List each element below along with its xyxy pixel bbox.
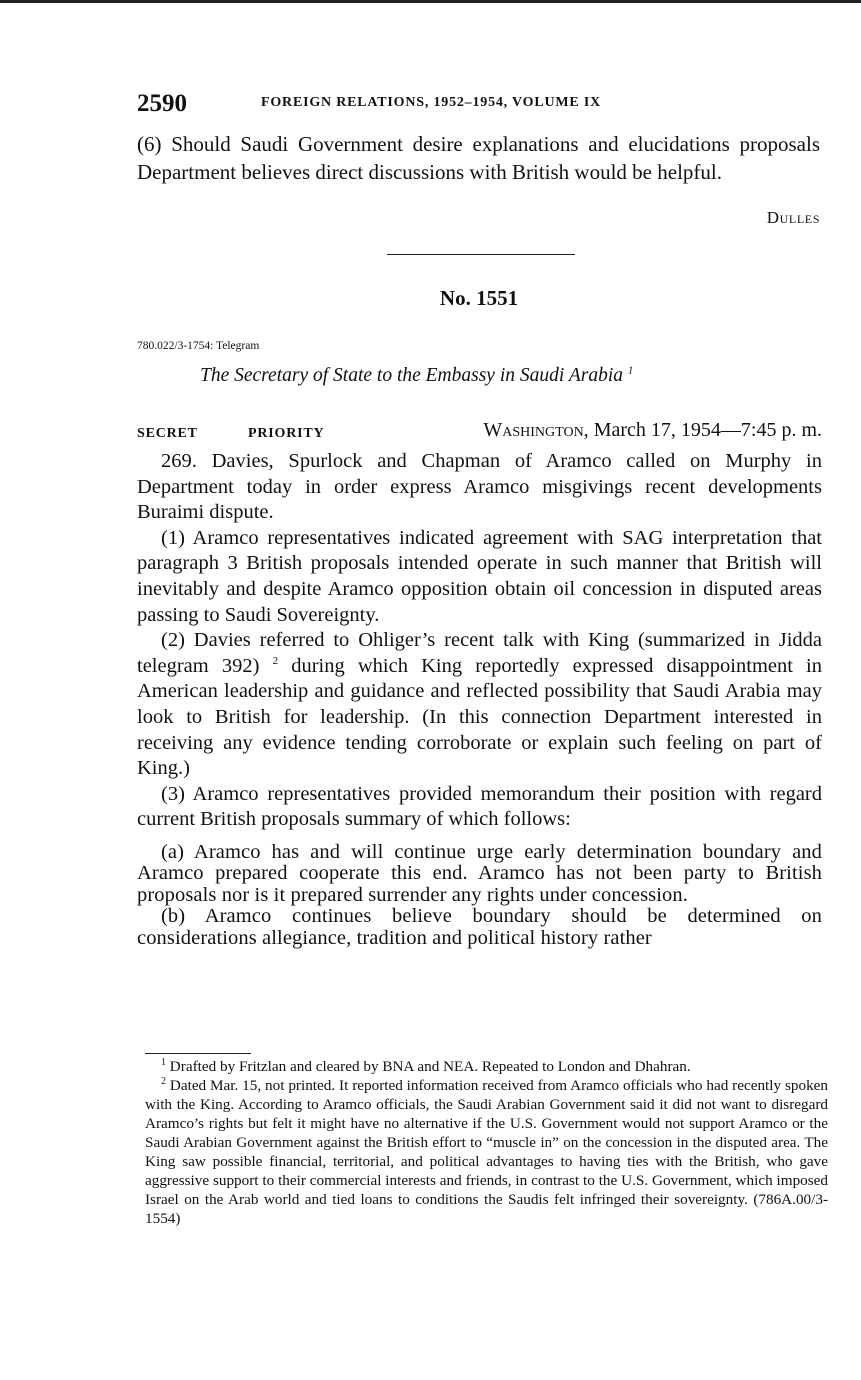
priority-label: PRIORITY: [248, 426, 325, 441]
classification-label: SECRET: [137, 426, 198, 441]
paragraph-2-continuation: during which King reportedly expressed disappointment in American leadership and guidance and reflected possibility that Saudi Arabia may look to British for leadership. (In this connection Department interested in receiving any evidence tending corroborate or explain such feeling on part of King.): [137, 654, 823, 780]
memorandum-item: (a) Aramco has and will continue urge early determination boundary and Aramco prepared cooperate this end. Aramco has not been party to British proposals nor is it prepared surrender any rights under concession.: [137, 840, 822, 906]
footnote: [145, 1057, 828, 1076]
footnotes: [145, 1057, 828, 1228]
running-head: FOREIGN RELATIONS, 1952–1954, VOLUME IX: [261, 95, 601, 110]
footnote-text: Dated Mar. 15, not printed. It reported information received from Aramco officials who had recently spoken with the King. According to Aramco officials, the Saudi Arabian Government said it did not want to disregard Aramco’s rights but felt it might have no alternative if the U.S. Government would not support Aramco or the Saudi Arabian Government against the British effort to “muscle in” on the concession in the disputed area. The King saw possible financial, territorial, and political advantages to having ties with the British, who gave aggressive support to their commercial interests and friends, in contrast to the U.S. Government, which imposed Israel on the Arab world and tied loans to conditions the Saudis felt infringed their sovereignty. (786A.00/3-1554): [145, 1077, 828, 1227]
document-title-text: The Secretary of State to the Embassy in Saudi Arabia: [200, 365, 623, 386]
footnote-rule: [145, 1053, 251, 1054]
footnote-ref-1: 1: [627, 364, 634, 377]
footnote-marker: 2: [161, 1075, 166, 1087]
telegram-body: [137, 449, 822, 949]
signature: Dulles: [766, 208, 820, 227]
preceding-paragraph: (6) Should Saudi Government desire explanations and elucidations proposals Department believes direct discussions with British would be helpful.: [137, 132, 820, 184]
dateline: [408, 419, 822, 442]
body-paragraph: (1) Aramco representatives indicated agreement with SAG interpretation that paragraph 3 British proposals intended operate in such manner that British will inevitably and despite Aramco opposition obtain oil concession in disputed areas passing to Saudi Sovereignty.: [137, 526, 822, 626]
body-paragraph: [137, 628, 822, 782]
document-number: No. 1551: [439, 286, 519, 310]
body-paragraph: 269. Davies, Spurlock and Chapman of Aramco called on Murphy in Department today in order express Aramco misgivings recent developments Buraimi dispute.: [137, 450, 822, 524]
paragraph-2-text: (2) Davies referred to Ohliger’s recent talk with King (summarized in Jidda telegram 392): [137, 629, 822, 677]
page-top-edge: [0, 0, 861, 3]
section-divider: [387, 254, 575, 255]
footnote-marker: 1: [161, 1056, 166, 1068]
page-header: [137, 90, 837, 118]
memorandum-item: (b) Aramco continues believe boundary should be determined on considerations allegiance, tradition and political history rather: [137, 905, 822, 949]
page-number: 2590: [137, 90, 187, 117]
body-paragraph: (3) Aramco representatives provided memorandum their position with regard current British proposals summary of which follows:: [137, 782, 822, 831]
dateline-place: Washington,: [483, 419, 589, 441]
dateline-date: March 17, 1954—7:45 p. m.: [593, 419, 822, 441]
document-title: [200, 365, 633, 387]
footnote: [145, 1076, 828, 1228]
footnote-text: Drafted by Fritzlan and cleared by BNA and NEA. Repeated to London and Dhahran.: [166, 1058, 691, 1075]
file-reference: 780.022/3-1754: Telegram: [137, 340, 260, 352]
footnote-ref-2: 2: [272, 654, 279, 667]
